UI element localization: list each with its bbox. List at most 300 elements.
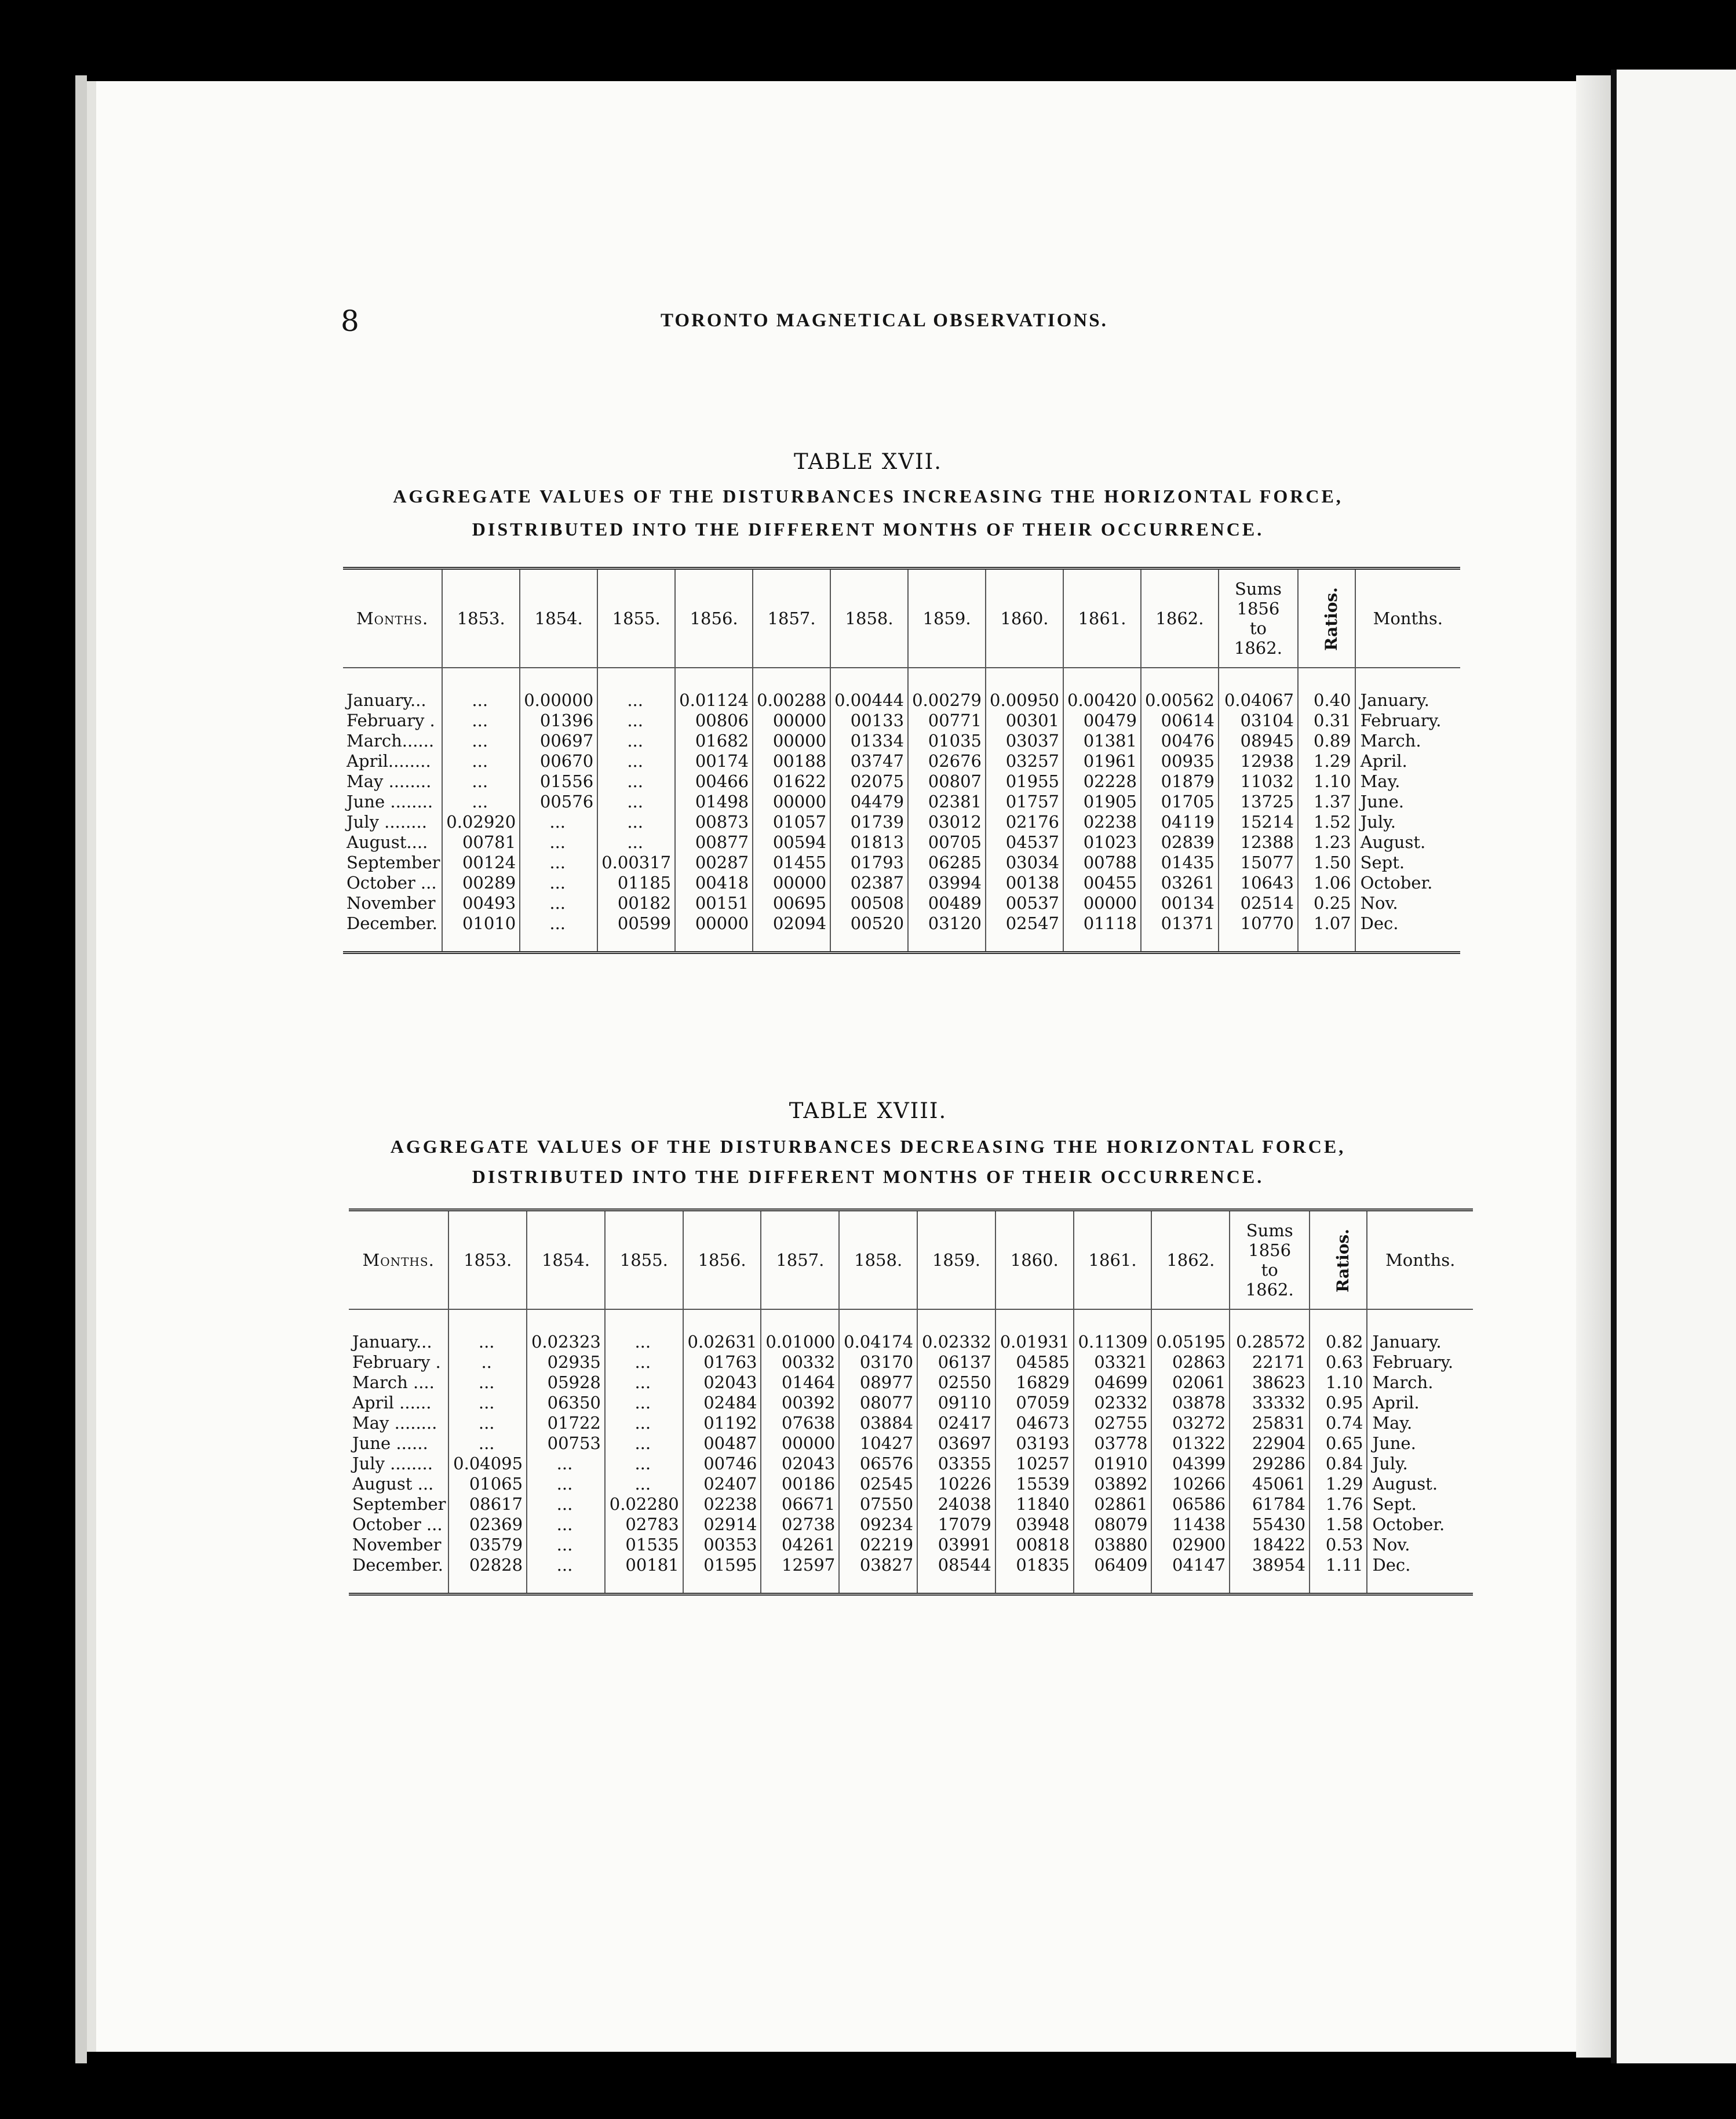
value-cell: 00174: [675, 751, 753, 771]
year-header: 1860.: [986, 569, 1063, 668]
month-cell: July ........: [352, 1454, 433, 1473]
value-cell: 03321: [1074, 1352, 1152, 1372]
spacer-cell: [917, 1575, 995, 1594]
value-cell: 0.02280: [605, 1494, 683, 1514]
table-row: [343, 690, 1460, 711]
table-row: [343, 873, 1460, 893]
month-right-cell: July.: [1355, 812, 1460, 832]
value-cell: 03697: [917, 1433, 995, 1454]
value-cell: 01498: [675, 792, 753, 812]
value-cell: 02332: [1074, 1393, 1152, 1413]
month-right-cell: March.: [1355, 731, 1460, 751]
month-right-cell: Nov.: [1355, 893, 1460, 913]
year-header: 1858.: [830, 569, 908, 668]
year-header: 1855.: [597, 569, 675, 668]
sums-header-line: 1862.: [1234, 638, 1282, 658]
value-cell: ...: [520, 853, 597, 873]
value-cell: 13725: [1219, 792, 1298, 812]
value-cell: 10226: [917, 1474, 995, 1494]
gutter-shadow: [1576, 75, 1611, 2058]
value-cell: 02783: [605, 1514, 683, 1535]
value-cell: 03120: [908, 913, 986, 934]
value-cell: 0.00444: [830, 690, 908, 711]
spacer-cell: [761, 1309, 839, 1332]
value-cell: 02176: [986, 812, 1063, 832]
month-cell: October ...: [347, 873, 437, 893]
value-cell: 00000: [753, 711, 830, 731]
value-cell: 00138: [986, 873, 1063, 893]
spacer-cell: [1310, 1575, 1367, 1594]
value-cell: ...: [442, 690, 520, 711]
year-header: 1862.: [1141, 569, 1219, 668]
spacer-cell: [1298, 934, 1355, 953]
month-cell: October ...: [352, 1514, 443, 1534]
value-cell: 38623: [1230, 1372, 1310, 1393]
table-row: [343, 832, 1460, 853]
table-row: [343, 731, 1460, 751]
header-row: [343, 569, 1460, 668]
value-cell: 0.04095: [448, 1454, 527, 1474]
spacer-cell: [1151, 1309, 1230, 1332]
value-cell: 04261: [761, 1535, 839, 1555]
value-cell: 00670: [520, 751, 597, 771]
value-cell: 00695: [753, 893, 830, 913]
value-cell: 04699: [1074, 1372, 1152, 1393]
page-gap: [1611, 70, 1617, 2063]
value-cell: 06350: [527, 1393, 605, 1413]
ratio-cell: 1.10: [1298, 771, 1355, 792]
month-right-cell: May.: [1367, 1413, 1473, 1433]
month-right-cell: March.: [1367, 1372, 1473, 1393]
table-title: TABLE XVIII.: [789, 1098, 947, 1123]
book-edge: [75, 75, 87, 2063]
year-header: 1858.: [839, 1210, 917, 1310]
value-cell: 03948: [995, 1514, 1074, 1535]
value-cell: 00455: [1063, 873, 1141, 893]
table-row: [343, 853, 1460, 873]
value-cell: 02900: [1151, 1535, 1230, 1555]
month-right-cell: January.: [1355, 690, 1460, 711]
value-cell: 08977: [839, 1372, 917, 1393]
value-cell: 00000: [753, 731, 830, 751]
value-cell: ...: [520, 913, 597, 934]
value-cell: ...: [527, 1474, 605, 1494]
value-cell: 02061: [1151, 1372, 1230, 1393]
value-cell: ...: [605, 1332, 683, 1352]
spacer-cell: [1219, 668, 1298, 690]
value-cell: 01057: [753, 812, 830, 832]
spacer-cell: [1230, 1575, 1310, 1594]
value-cell: 04537: [986, 832, 1063, 853]
value-cell: 01192: [683, 1413, 761, 1433]
month-cell: December.: [352, 1555, 443, 1575]
value-cell: 18422: [1230, 1535, 1310, 1555]
value-cell: 0.02323: [527, 1332, 605, 1352]
value-cell: 0.04174: [839, 1332, 917, 1352]
month-right-cell: February.: [1355, 711, 1460, 731]
value-cell: 01010: [442, 913, 520, 934]
ratio-cell: 0.63: [1310, 1352, 1367, 1372]
value-cell: 00806: [675, 711, 753, 731]
spacer-cell: [349, 1309, 448, 1332]
month-cell: January...: [347, 690, 426, 710]
sums-header-line: 1862.: [1245, 1280, 1294, 1299]
value-cell: 11032: [1219, 771, 1298, 792]
month-cell: December.: [347, 913, 437, 933]
value-cell: 0.00562: [1141, 690, 1219, 711]
value-cell: 01535: [605, 1535, 683, 1555]
value-cell: 00614: [1141, 711, 1219, 731]
value-cell: 03355: [917, 1454, 995, 1474]
value-cell: 02755: [1074, 1413, 1152, 1433]
value-cell: 00753: [527, 1433, 605, 1454]
value-cell: 06586: [1151, 1494, 1230, 1514]
table-row: [349, 1454, 1473, 1474]
value-cell: 00289: [442, 873, 520, 893]
ratio-cell: 0.31: [1298, 711, 1355, 731]
value-cell: 07638: [761, 1413, 839, 1433]
table-row: [343, 893, 1460, 913]
spacer-cell: [448, 1575, 527, 1594]
value-cell: ...: [597, 832, 675, 853]
value-cell: 02387: [830, 873, 908, 893]
value-cell: 03827: [839, 1555, 917, 1575]
spacer-cell: [1355, 668, 1460, 690]
value-cell: ...: [597, 731, 675, 751]
value-cell: 00000: [753, 792, 830, 812]
ratios-header-label: Ratios.: [1333, 1228, 1353, 1292]
spacer-cell: [908, 668, 986, 690]
value-cell: 04119: [1141, 812, 1219, 832]
value-cell: 02238: [683, 1494, 761, 1514]
value-cell: 25831: [1230, 1413, 1310, 1433]
spacer-cell: [1367, 1575, 1473, 1594]
spacer-row: [349, 1309, 1473, 1332]
value-cell: 10643: [1219, 873, 1298, 893]
spacer-cell: [597, 934, 675, 953]
value-cell: 0.00950: [986, 690, 1063, 711]
value-cell: 00788: [1063, 853, 1141, 873]
value-cell: 00599: [597, 913, 675, 934]
value-cell: ...: [442, 711, 520, 731]
table-row: [349, 1555, 1473, 1575]
value-cell: 00353: [683, 1535, 761, 1555]
value-cell: 03193: [995, 1433, 1074, 1454]
spacer-cell: [1063, 934, 1141, 953]
table-row: [343, 792, 1460, 812]
value-cell: 01322: [1151, 1433, 1230, 1454]
table-xvii: [343, 567, 1460, 954]
month-cell: May ........: [347, 771, 432, 791]
value-cell: 01813: [830, 832, 908, 853]
sums-header-line: 1856: [1237, 599, 1280, 618]
spacer-cell: [605, 1575, 683, 1594]
month-cell: November: [347, 893, 436, 913]
value-cell: 02484: [683, 1393, 761, 1413]
spacer-cell: [917, 1309, 995, 1332]
value-cell: 00476: [1141, 731, 1219, 751]
month-cell: January...: [352, 1332, 432, 1352]
value-cell: 01396: [520, 711, 597, 731]
value-cell: 00134: [1141, 893, 1219, 913]
ratio-cell: 0.84: [1310, 1454, 1367, 1474]
table-row: [349, 1332, 1473, 1352]
spacer-cell: [1074, 1309, 1152, 1332]
value-cell: 0.28572: [1230, 1332, 1310, 1352]
value-cell: 02547: [986, 913, 1063, 934]
year-header: 1856.: [683, 1210, 761, 1310]
value-cell: 04673: [995, 1413, 1074, 1433]
month-cell: September: [347, 853, 440, 872]
month-cell: September: [352, 1494, 446, 1514]
value-cell: 02075: [830, 771, 908, 792]
value-cell: 08077: [839, 1393, 917, 1413]
spacer-cell: [839, 1309, 917, 1332]
value-cell: 00181: [605, 1555, 683, 1575]
value-cell: 00287: [675, 853, 753, 873]
value-cell: 07059: [995, 1393, 1074, 1413]
value-cell: 00746: [683, 1454, 761, 1474]
month-right-cell: Dec.: [1367, 1555, 1473, 1575]
value-cell: 02863: [1151, 1352, 1230, 1372]
value-cell: 02228: [1063, 771, 1141, 792]
value-cell: 02828: [448, 1555, 527, 1575]
spacer-cell: [520, 668, 597, 690]
table-subtitle-line1: AGGREGATE VALUES OF THE DISTURBANCES DECREASING THE HORIZONTAL FORCE,: [390, 1136, 1346, 1157]
ratio-cell: 1.29: [1298, 751, 1355, 771]
value-cell: ...: [605, 1372, 683, 1393]
value-cell: 00697: [520, 731, 597, 751]
value-cell: 04399: [1151, 1454, 1230, 1474]
month-cell: June ........: [347, 792, 433, 811]
value-cell: 00520: [830, 913, 908, 934]
month-cell: February .: [347, 711, 435, 730]
value-cell: 02545: [839, 1474, 917, 1494]
month-cell: July ........: [347, 812, 427, 832]
value-cell: 06671: [761, 1494, 839, 1514]
spacer-row: [349, 1575, 1473, 1594]
value-cell: 02407: [683, 1474, 761, 1494]
table-row: [343, 812, 1460, 832]
year-header: 1859.: [917, 1210, 995, 1310]
year-header: 1853.: [448, 1210, 527, 1310]
value-cell: 01793: [830, 853, 908, 873]
value-cell: 00594: [753, 832, 830, 853]
value-cell: 04479: [830, 792, 908, 812]
value-cell: 07550: [839, 1494, 917, 1514]
year-header: 1854.: [520, 569, 597, 668]
value-cell: 01065: [448, 1474, 527, 1494]
value-cell: 0.02332: [917, 1332, 995, 1352]
ratio-cell: 0.25: [1298, 893, 1355, 913]
page-number: 8: [341, 304, 359, 338]
month-right-cell: February.: [1367, 1352, 1473, 1372]
value-cell: 01879: [1141, 771, 1219, 792]
ratio-cell: 0.53: [1310, 1535, 1367, 1555]
spacer-cell: [1141, 934, 1219, 953]
value-cell: 02550: [917, 1372, 995, 1393]
value-cell: 01622: [753, 771, 830, 792]
value-cell: ...: [605, 1413, 683, 1433]
value-cell: 0.00288: [753, 690, 830, 711]
value-cell: 02094: [753, 913, 830, 934]
value-cell: 01955: [986, 771, 1063, 792]
value-cell: 01334: [830, 731, 908, 751]
year-header: 1857.: [761, 1210, 839, 1310]
value-cell: 03037: [986, 731, 1063, 751]
spacer-cell: [1074, 1575, 1152, 1594]
value-cell: 01185: [597, 873, 675, 893]
value-cell: 00576: [520, 792, 597, 812]
month-right-cell: April.: [1355, 751, 1460, 771]
value-cell: 61784: [1230, 1494, 1310, 1514]
value-cell: 01381: [1063, 731, 1141, 751]
month-right-cell: August.: [1367, 1474, 1473, 1494]
value-cell: 15214: [1219, 812, 1298, 832]
spacer-cell: [753, 668, 830, 690]
table-row: [349, 1413, 1473, 1433]
month-cell: March......: [347, 731, 435, 751]
value-cell: ...: [448, 1332, 527, 1352]
value-cell: 01118: [1063, 913, 1141, 934]
month-cell: March ....: [352, 1372, 435, 1392]
value-cell: 06285: [908, 853, 986, 873]
spacer-cell: [442, 668, 520, 690]
value-cell: 00771: [908, 711, 986, 731]
spacer-cell: [349, 1575, 448, 1594]
sums-header: [1219, 569, 1298, 668]
ratios-header: [1310, 1210, 1367, 1310]
page-edge: [87, 81, 96, 2052]
value-cell: 0.00317: [597, 853, 675, 873]
value-cell: 08617: [448, 1494, 527, 1514]
month-right-cell: August.: [1355, 832, 1460, 853]
spacer-cell: [761, 1575, 839, 1594]
value-cell: 0.01124: [675, 690, 753, 711]
value-cell: 00466: [675, 771, 753, 792]
value-cell: 17079: [917, 1514, 995, 1535]
spacer-cell: [1141, 668, 1219, 690]
month-cell: August ...: [352, 1474, 434, 1494]
month-cell: November: [352, 1535, 442, 1554]
value-cell: 03880: [1074, 1535, 1152, 1555]
value-cell: 0.00000: [520, 690, 597, 711]
value-cell: 01023: [1063, 832, 1141, 853]
value-cell: 01910: [1074, 1454, 1152, 1474]
value-cell: 10427: [839, 1433, 917, 1454]
value-cell: 00000: [675, 913, 753, 934]
ratio-cell: 1.37: [1298, 792, 1355, 812]
value-cell: 10266: [1151, 1474, 1230, 1494]
table-row: [349, 1474, 1473, 1494]
value-cell: ...: [527, 1514, 605, 1535]
table-row: [343, 913, 1460, 934]
value-cell: 0.04067: [1219, 690, 1298, 711]
value-cell: 22171: [1230, 1352, 1310, 1372]
month-right-cell: June.: [1367, 1433, 1473, 1454]
value-cell: 00705: [908, 832, 986, 853]
value-cell: 00493: [442, 893, 520, 913]
value-cell: 02738: [761, 1514, 839, 1535]
value-cell: 02238: [1063, 812, 1141, 832]
value-cell: 24038: [917, 1494, 995, 1514]
month-right-cell: Dec.: [1355, 913, 1460, 934]
value-cell: 02514: [1219, 893, 1298, 913]
spacer-cell: [1367, 1309, 1473, 1332]
value-cell: 00537: [986, 893, 1063, 913]
month-right-cell: June.: [1355, 792, 1460, 812]
ratio-cell: 1.50: [1298, 853, 1355, 873]
month-cell: June ......: [352, 1433, 428, 1453]
year-header: 1859.: [908, 569, 986, 668]
value-cell: ...: [442, 771, 520, 792]
value-cell: 10770: [1219, 913, 1298, 934]
value-cell: 0.02920: [442, 812, 520, 832]
value-cell: 08079: [1074, 1514, 1152, 1535]
ratio-cell: 0.82: [1310, 1332, 1367, 1352]
value-cell: 38954: [1230, 1555, 1310, 1575]
value-cell: 00186: [761, 1474, 839, 1494]
value-cell: 02043: [683, 1372, 761, 1393]
value-cell: 33332: [1230, 1393, 1310, 1413]
value-cell: 06409: [1074, 1555, 1152, 1575]
value-cell: 00000: [1063, 893, 1141, 913]
spacer-cell: [986, 668, 1063, 690]
month-cell: August....: [347, 832, 428, 852]
value-cell: 0.05195: [1151, 1332, 1230, 1352]
value-cell: 00301: [986, 711, 1063, 731]
value-cell: 00182: [597, 893, 675, 913]
spacer-cell: [908, 934, 986, 953]
spacer-cell: [597, 668, 675, 690]
table-row: [343, 771, 1460, 792]
spacer-cell: [995, 1575, 1074, 1594]
value-cell: 08945: [1219, 731, 1298, 751]
value-cell: ...: [605, 1474, 683, 1494]
value-cell: 00935: [1141, 751, 1219, 771]
spacer-cell: [343, 934, 442, 953]
months-header: Months.: [349, 1210, 448, 1310]
header-row: [349, 1210, 1473, 1310]
value-cell: 00392: [761, 1393, 839, 1413]
value-cell: ..: [448, 1352, 527, 1372]
value-cell: 01455: [753, 853, 830, 873]
ratio-cell: 1.23: [1298, 832, 1355, 853]
value-cell: 0.01000: [761, 1332, 839, 1352]
value-cell: 01595: [683, 1555, 761, 1575]
spacer-cell: [520, 934, 597, 953]
table-row: [349, 1514, 1473, 1535]
spacer-cell: [1230, 1309, 1310, 1332]
value-cell: 01371: [1141, 913, 1219, 934]
value-cell: 01556: [520, 771, 597, 792]
month-right-cell: January.: [1367, 1332, 1473, 1352]
month-right-cell: May.: [1355, 771, 1460, 792]
value-cell: 00489: [908, 893, 986, 913]
value-cell: ...: [527, 1555, 605, 1575]
value-cell: 45061: [1230, 1474, 1310, 1494]
value-cell: 0.11309: [1074, 1332, 1152, 1352]
year-header: 1861.: [1074, 1210, 1152, 1310]
spacer-cell: [830, 934, 908, 953]
value-cell: 01705: [1141, 792, 1219, 812]
value-cell: 02219: [839, 1535, 917, 1555]
table-row: [349, 1433, 1473, 1454]
value-cell: ...: [448, 1372, 527, 1393]
sums-header-line: Sums: [1234, 579, 1282, 599]
value-cell: 15077: [1219, 853, 1298, 873]
value-cell: 11438: [1151, 1514, 1230, 1535]
